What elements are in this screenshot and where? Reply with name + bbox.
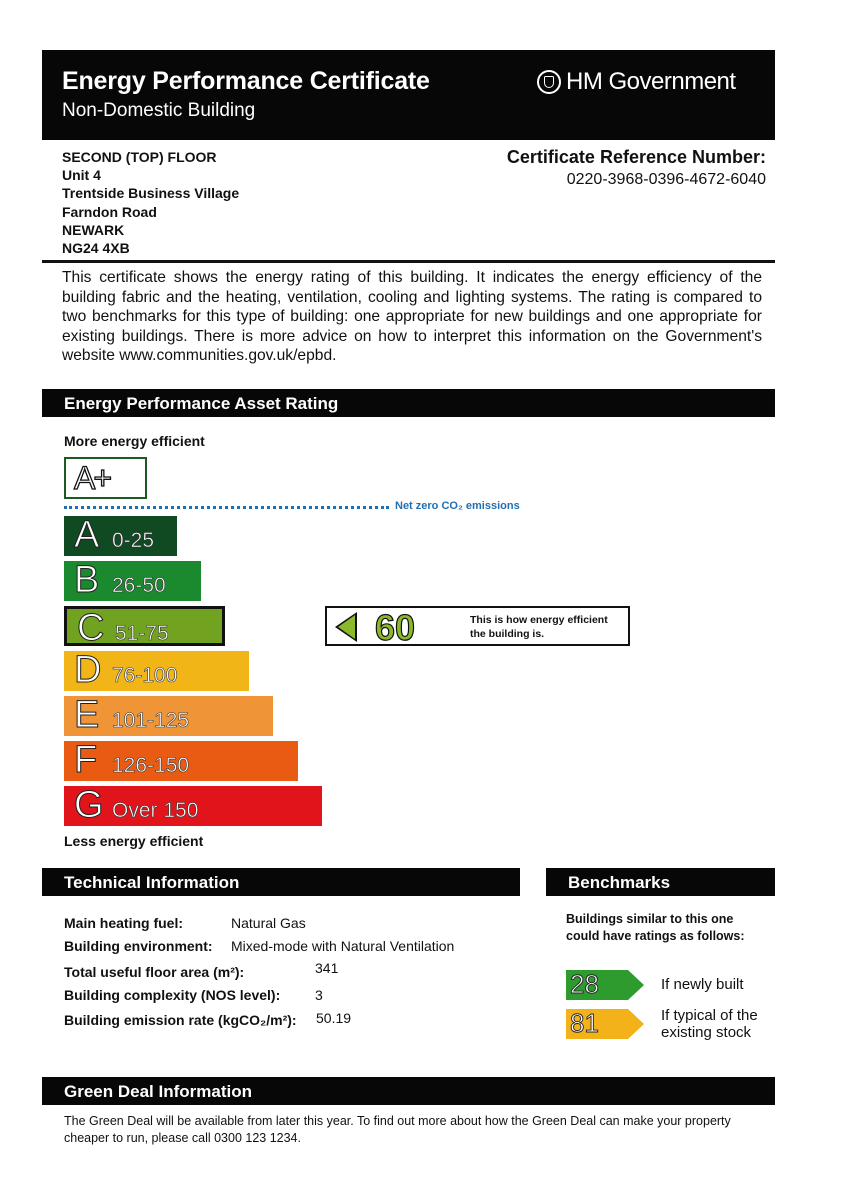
band-d — [64, 651, 249, 691]
benchmark-label: If newly built — [661, 976, 744, 993]
tech-label: Building complexity (NOS level): — [64, 987, 281, 1003]
tech-value: 3 — [315, 987, 323, 1003]
less-efficient-label: Less energy efficient — [64, 833, 204, 849]
address-line: SECOND (TOP) FLOOR — [62, 149, 217, 165]
aplus-label: A+ — [74, 460, 111, 496]
band-range: 76-100 — [112, 664, 178, 687]
tech-value: Mixed-mode with Natural Ventilation — [231, 938, 455, 954]
band-e — [64, 696, 273, 736]
current-rating-caption: This is how energy efficient the building is. — [470, 614, 608, 640]
band-letter: D — [74, 649, 102, 691]
band-c — [64, 606, 225, 649]
section-header-benchmarks: Benchmarks — [546, 868, 775, 896]
tech-value: 50.19 — [316, 1010, 352, 1026]
certificate-header — [42, 50, 775, 140]
benchmark-value: 28 — [570, 969, 599, 999]
page-subtitle: Non-Domestic Building — [62, 100, 256, 121]
more-efficient-label: More energy efficient — [64, 433, 205, 449]
arrow-left-fill — [338, 615, 355, 639]
tech-label: Building emission rate (kgCO₂/m²): — [64, 1012, 297, 1028]
intro-paragraph: This certificate shows the energy rating of this building. It indicates the energy efficiency of the building fabric and the heating, ventilation, cooling and lighting systems. The rating is compared to two benchmarks for this type of building: one appropriate for new buildings and one appropriate for existing buildings. There is more advice on how to interpret this information on the Government's website www.communities.gov.uk/epbd. — [62, 269, 762, 365]
band-a — [64, 516, 177, 556]
certificate-reference-label: Certificate Reference Number: — [506, 147, 766, 167]
current-rating-value: 60 — [375, 607, 416, 648]
government-label: HM Government — [566, 68, 736, 95]
benchmark-value: 81 — [570, 1008, 599, 1038]
band-b — [64, 561, 201, 601]
band-range: Over 150 — [112, 799, 199, 822]
net-zero-dotted-line — [64, 506, 389, 509]
aplus-band — [64, 457, 147, 499]
address-line: NEWARK — [62, 221, 125, 238]
green-deal-text: The Green Deal will be available from later this year. To find out more about how the Green Deal can make your property cheaper to run, please call 0300 123 1234. — [64, 1114, 731, 1145]
band-range: 0-25 — [112, 529, 155, 552]
benchmarks-intro: Buildings similar to this one could have ratings as follows: — [566, 912, 745, 943]
tech-label: Total useful floor area (m²): — [64, 964, 245, 980]
tech-value: Natural Gas — [231, 915, 306, 931]
band-letter: F — [74, 739, 98, 781]
property-address — [62, 148, 239, 257]
band-letter: C — [77, 607, 105, 649]
band-range: 101-125 — [112, 709, 190, 732]
band-range: 51-75 — [115, 622, 169, 645]
address-line: Trentside Business Village — [62, 185, 240, 202]
tech-value: 341 — [315, 960, 339, 976]
page-title: Energy Performance Certificate — [62, 67, 430, 95]
tech-label: Main heating fuel: — [64, 915, 183, 931]
band-range: 126-150 — [112, 754, 190, 777]
current-rating-indicator — [325, 606, 630, 646]
band-letter: A — [74, 514, 100, 556]
band-f — [64, 741, 298, 781]
net-zero-label: Net zero CO₂ emissions — [395, 500, 520, 512]
section-header-asset-rating: Energy Performance Asset Rating — [42, 389, 775, 417]
band-range: 26-50 — [112, 574, 166, 597]
band-g — [64, 786, 322, 826]
certificate-reference-number: 0220-3968-0396-4672-6040 — [566, 171, 766, 188]
hm-government-logo — [537, 68, 736, 96]
address-line: NG24 4XB — [62, 240, 130, 257]
section-header-green-deal: Green Deal Information — [42, 1077, 775, 1105]
certificate-reference — [440, 147, 766, 189]
band-letter: G — [74, 784, 104, 826]
address-line: Unit 4 — [62, 167, 101, 184]
band-letter: E — [74, 694, 100, 736]
section-header-technical: Technical Information — [42, 868, 520, 896]
royal-crest-icon — [537, 70, 561, 94]
band-letter: B — [74, 559, 100, 601]
benchmark-label: If typical of the existing stock — [661, 1007, 758, 1041]
tech-label: Building environment: — [64, 938, 213, 954]
address-line: Farndon Road — [62, 203, 157, 220]
divider — [42, 260, 775, 263]
